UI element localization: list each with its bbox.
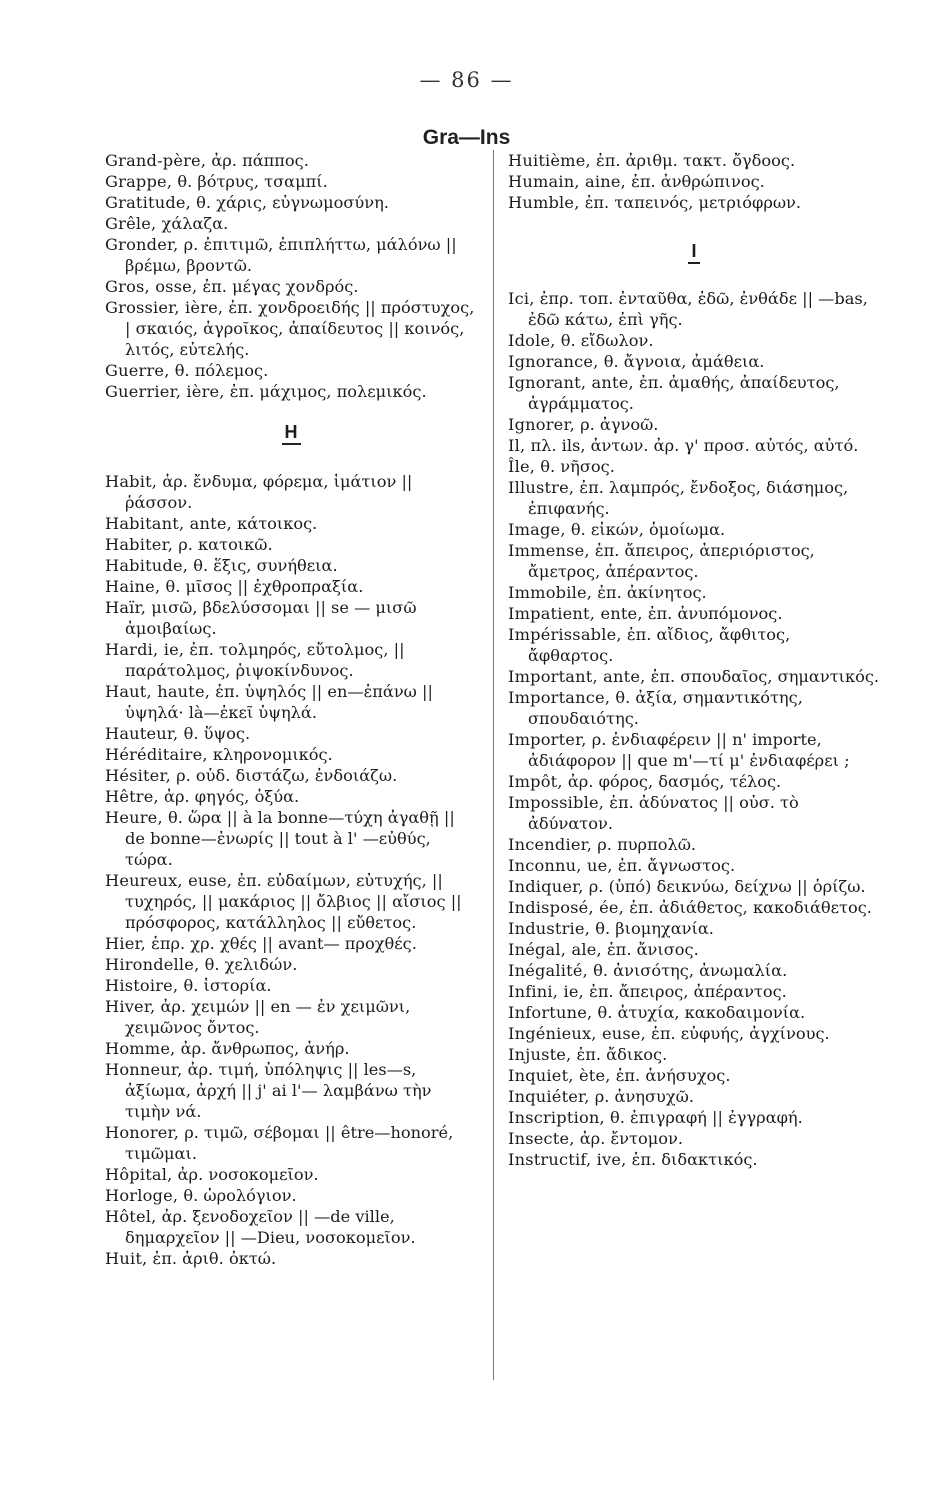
- entry-translation: ἀρ. ἄνθρωπος, ἀνήρ.: [175, 1039, 350, 1058]
- entry-headword: Inquiéter,: [508, 1087, 590, 1106]
- entry-translation: ἐπ. ἄπειρος, ἀπέραντος.: [583, 982, 787, 1001]
- dictionary-entry: [105, 171, 477, 192]
- entry-headword: Heureux, euse,: [105, 871, 233, 890]
- entry-translation: θ. χάρις, εὐγνωμοσύνη.: [191, 193, 389, 212]
- entry-translation: θ. βιομηχανία.: [590, 919, 714, 938]
- entry-translation: ρ. (ὑπό) δεικνύω, δείχνω || ὁρίζω.: [583, 877, 866, 896]
- dictionary-entry: [105, 870, 477, 933]
- dictionary-entry: [508, 456, 880, 477]
- entry-headword: Grappe,: [105, 172, 173, 191]
- entry-translation: ἐπ. αἴδιος, ἄφθιτος, ἄφθαρτος.: [528, 625, 791, 665]
- entry-translation: ἀρ. φηγός, ὀξύα.: [158, 787, 300, 806]
- entry-translation: ρ. κατοικῶ.: [173, 535, 273, 554]
- entry-headword: Guerre,: [105, 361, 170, 380]
- dictionary-entry: [105, 534, 477, 555]
- entry-headword: Haut, haute,: [105, 682, 211, 701]
- dictionary-entry: [105, 471, 477, 513]
- entry-translation: ἐπρ. χρ. χθές || avant— προχθές.: [145, 934, 417, 953]
- dictionary-entry: [508, 687, 880, 729]
- dictionary-entry: [105, 1206, 477, 1248]
- entry-translation: ἐπ. μάχιμος, πολεμικός.: [224, 382, 427, 401]
- dictionary-entry: [508, 897, 880, 918]
- dictionary-entry: [105, 933, 477, 954]
- dictionary-entry: [508, 876, 880, 897]
- entry-headword: Honorer,: [105, 1123, 180, 1142]
- entry-headword: Importer,: [508, 730, 587, 749]
- entry-translation: ἀρ. φόρος, δασμός, τέλος.: [562, 772, 782, 791]
- section-letter-h: [105, 422, 477, 445]
- dictionary-entry: [105, 513, 477, 534]
- entry-headword: Hésiter,: [105, 766, 171, 785]
- entry-translation: ἐπ. ἀκίνητος.: [592, 583, 707, 602]
- dictionary-entry: [508, 1065, 880, 1086]
- entry-translation: θ. ἀνισότης, ἀνωμαλία.: [588, 961, 788, 980]
- entry-translation: ρ. οὐδ. διστάζω, ἐνδοιάζω.: [170, 766, 398, 785]
- dictionary-entry: [105, 597, 477, 639]
- entry-headword: Industrie,: [508, 919, 591, 938]
- entry-translation: ἐπ. ἀριθ. ὀκτώ.: [147, 1249, 277, 1268]
- entry-translation: ἐπ. χονδροειδής || πρόστυχος, | σκαιός, ἀγροῖκος, ἀπαίδευτος || κοινός, λιτός, εὐτελής.: [125, 298, 475, 359]
- dictionary-entry: [508, 288, 880, 330]
- entry-headword: Habitude,: [105, 556, 189, 575]
- dictionary-entry: [508, 171, 880, 192]
- dictionary-entry: [508, 1107, 880, 1128]
- entry-headword: Il,: [508, 436, 526, 455]
- entry-translation: πλ. ils, ἀντων. ἀρ. γ' προσ. αὐτός, αὐτό.: [525, 436, 859, 455]
- entry-headword: Hêtre,: [105, 787, 159, 806]
- dictionary-entry: [508, 1002, 880, 1023]
- section-letter-h-text: H: [282, 422, 301, 445]
- entry-headword: Impatient, ente,: [508, 604, 643, 623]
- entry-headword: Infini, ie,: [508, 982, 584, 1001]
- entry-translation: ἐπ. ἀνυπόμονος.: [642, 604, 783, 623]
- dictionary-entry: [105, 807, 477, 870]
- dictionary-entry: [508, 729, 880, 771]
- dictionary-entry: [105, 276, 477, 297]
- dictionary-entry: [105, 954, 477, 975]
- entry-headword: Habiter,: [105, 535, 174, 554]
- dictionary-entry: [508, 519, 880, 540]
- dictionary-entry: [508, 939, 880, 960]
- dictionary-entry: [508, 540, 880, 582]
- dictionary-entry: [508, 150, 880, 171]
- entry-translation: ἐπ. ἀμαθής, ἀπαίδευτος, ἀγράμματος.: [528, 373, 840, 413]
- entry-headword: Gratitude,: [105, 193, 192, 212]
- entry-translation: ἀρ. ἔνδυμα, φόρεμα, ἱμάτιον || ῥάσσον.: [125, 472, 413, 512]
- dictionary-entry: [105, 1038, 477, 1059]
- dictionary-entry: [105, 1122, 477, 1164]
- entry-translation: ρ. ἀγνοῶ.: [574, 415, 659, 434]
- entry-headword: Hirondelle,: [105, 955, 200, 974]
- entry-headword: Hôpital,: [105, 1165, 173, 1184]
- entry-headword: Humain, aine,: [508, 172, 627, 191]
- dictionary-entry: [508, 603, 880, 624]
- entries-i: [508, 288, 880, 1170]
- dictionary-entry: [105, 996, 477, 1038]
- entry-translation: θ. ὕψος.: [178, 724, 251, 743]
- entry-translation: κάτοικος.: [232, 514, 318, 533]
- entry-translation: θ. ὡρολόγιον.: [178, 1186, 297, 1205]
- entry-headword: Île,: [508, 457, 536, 476]
- entry-headword: Immense,: [508, 541, 590, 560]
- entry-headword: Hiver,: [105, 997, 156, 1016]
- entry-headword: Indisposé, ée,: [508, 898, 625, 917]
- entry-translation: ἀρ. ἔντομον.: [574, 1129, 683, 1148]
- dictionary-entry: [508, 1149, 880, 1170]
- entry-translation: θ. ὥρα || à la bonne—τύχη ἀγαθῇ || de bonne—ἐνωρίς || tout à l' —εὐθύς, τώρα.: [125, 808, 455, 869]
- entry-translation: μισῶ, βδελύσσομαι || se — μισῶ ἀμοιβαίως.: [125, 598, 417, 638]
- dictionary-entry: [105, 213, 477, 234]
- entry-headword: Infortune,: [508, 1003, 593, 1022]
- entry-translation: ἐπ. εὐφυής, ἀγχίνους.: [646, 1024, 830, 1043]
- entry-translation: θ. ἄγνοια, ἀμάθεια.: [598, 352, 765, 371]
- entry-translation: ἐπ. μέγας χονδρός.: [197, 277, 359, 296]
- dictionary-entry: [508, 918, 880, 939]
- dictionary-entry: [508, 372, 880, 414]
- entry-translation: θ. βότρυς, τσαμπί.: [172, 172, 328, 191]
- entry-translation: ἐπ. λαμπρός, ἔνδοξος, διάσημος, ἐπιφανής.: [528, 478, 849, 518]
- entry-headword: Histoire,: [105, 976, 179, 995]
- entry-translation: ἐπ. ἄδικος.: [571, 1045, 668, 1064]
- entry-headword: Habit,: [105, 472, 158, 491]
- entry-headword: Impôt,: [508, 772, 563, 791]
- entry-headword: Insecte,: [508, 1129, 575, 1148]
- entry-headword: Ignorant, ante,: [508, 373, 634, 392]
- entry-headword: Gronder,: [105, 235, 179, 254]
- entry-headword: Guerrier, ière,: [105, 382, 225, 401]
- entry-headword: Honneur,: [105, 1060, 183, 1079]
- entry-headword: Grêle,: [105, 214, 157, 233]
- dictionary-entry: [105, 786, 477, 807]
- entry-headword: Huit,: [105, 1249, 148, 1268]
- entry-translation: ἐπ. ἄγνωστος.: [612, 856, 736, 875]
- dictionary-entry: [508, 624, 880, 666]
- entry-headword: Impossible,: [508, 793, 605, 812]
- entry-translation: θ. ἀξία, σημαντικότης, σπουδαιότης.: [528, 688, 803, 728]
- entry-headword: Hier,: [105, 934, 146, 953]
- entry-headword: Habitant, ante,: [105, 514, 232, 533]
- entry-headword: Humble,: [508, 193, 580, 212]
- dictionary-entry: [105, 192, 477, 213]
- entry-headword: Ignorance,: [508, 352, 599, 371]
- entry-headword: Inconnu, ue,: [508, 856, 613, 875]
- entry-headword: Inquiet, ète,: [508, 1066, 611, 1085]
- entry-headword: Inscription,: [508, 1108, 605, 1127]
- entry-translation: θ. ἐπιγραφή || ἐγγραφή.: [604, 1108, 803, 1127]
- entry-translation: κληρονομικός.: [207, 745, 333, 764]
- page-number: — 86 —: [419, 68, 514, 92]
- dictionary-entry: [105, 234, 477, 276]
- entry-headword: Ignorer,: [508, 415, 575, 434]
- dictionary-entry: [105, 765, 477, 786]
- dictionary-entry: [105, 744, 477, 765]
- dictionary-entry: [508, 771, 880, 792]
- entry-translation: θ. ἱστορία.: [178, 976, 272, 995]
- dictionary-entry: [508, 582, 880, 603]
- entry-translation: ἐπ. διδακτικός.: [626, 1150, 758, 1169]
- dictionary-entry: [105, 639, 477, 681]
- entry-headword: Inégal, ale,: [508, 940, 602, 959]
- entry-headword: Immobile,: [508, 583, 593, 602]
- entry-translation: ἀρ. τιμή, ὑπόληψις || les—s, ἀξίωμα, ἀρχή || j' ai l'— λαμβάνω τὴν τιμὴν νά.: [125, 1060, 432, 1121]
- dictionary-entry: [105, 1185, 477, 1206]
- entry-headword: Idole,: [508, 331, 556, 350]
- dictionary-entry: [508, 477, 880, 519]
- section-letter-i: [508, 241, 880, 264]
- entry-headword: Ici,: [508, 289, 535, 308]
- entries-g: [105, 150, 477, 402]
- dictionary-entry: [105, 576, 477, 597]
- entry-translation: ἐπ. ἀνήσυχος.: [610, 1066, 731, 1085]
- dictionary-entry: [508, 1086, 880, 1107]
- entry-translation: θ. νῆσος.: [535, 457, 615, 476]
- entry-translation: ἐπ. ἀδιάθετος, κακοδιάθετος.: [624, 898, 872, 917]
- entry-translation: θ. χελιδών.: [199, 955, 298, 974]
- entry-headword: Importance,: [508, 688, 611, 707]
- dictionary-entry: [105, 1164, 477, 1185]
- dictionary-entry: [105, 555, 477, 576]
- dictionary-entry: [508, 960, 880, 981]
- entry-translation: ἐπ. τολμηρός, εὔτολμος, || παράτολμος, ῥιψοκίνδυνος.: [125, 640, 405, 680]
- dictionary-entry: [508, 414, 880, 435]
- entry-translation: ἀρ. νοσοκομεῖον.: [172, 1165, 319, 1184]
- section-letter-i-text: I: [688, 241, 699, 264]
- dictionary-entry: [105, 723, 477, 744]
- entry-translation: θ. ἀτυχία, κακοδαιμονία.: [592, 1003, 806, 1022]
- dictionary-entry: [105, 1248, 477, 1269]
- dictionary-entry: [508, 435, 880, 456]
- page-range-header: Gra—Ins: [422, 126, 511, 149]
- entry-translation: θ. πόλεμος.: [169, 361, 269, 380]
- entry-translation: ρ. ἐνδιαφέρειν || n' importe, ἀδιάφορον || que m'—τί μ' ἐνδιαφέρει ;: [528, 730, 850, 770]
- entry-headword: Important, ante,: [508, 667, 646, 686]
- entry-translation: ἐπ. ἀνθρώπινος.: [626, 172, 765, 191]
- dictionary-entry: [508, 1128, 880, 1149]
- entry-headword: Homme,: [105, 1039, 176, 1058]
- dictionary-entry: [508, 981, 880, 1002]
- dictionary-entry: [105, 297, 477, 360]
- dictionary-entry: [105, 681, 477, 723]
- entry-headword: Image,: [508, 520, 566, 539]
- entry-headword: Heure,: [105, 808, 163, 827]
- entry-translation: ἀρ. χειμών || en — ἐν χειμῶνι, χειμῶνος ὄντος.: [125, 997, 411, 1037]
- column-divider: [493, 150, 494, 1380]
- entry-translation: ἐπ. εὐδαίμων, εὐτυχής, || τυχηρός, || μακάριος || ὄλβιος || αἴσιος || πρόσφορος, κατάλληλος || εὔθετος.: [125, 871, 462, 932]
- dictionary-entry: [105, 381, 477, 402]
- entry-headword: Ingénieux, euse,: [508, 1024, 647, 1043]
- dictionary-entry: [508, 330, 880, 351]
- entry-translation: ρ. ἀνησυχῶ.: [589, 1087, 695, 1106]
- entry-translation: ἐπ. ἀδύνατος || οὐσ. τὸ ἀδύνατον.: [528, 793, 799, 833]
- entry-headword: Grand-père,: [105, 151, 207, 170]
- entry-headword: Instructif, ive,: [508, 1150, 627, 1169]
- dictionary-entry: [508, 834, 880, 855]
- entry-headword: Horloge,: [105, 1186, 179, 1205]
- dictionary-entry: [508, 1023, 880, 1044]
- entry-translation: ρ. ἐπιτιμῶ, ἐπιπλήττω, μάλόνω || βρέμω, βροντῶ.: [125, 235, 457, 275]
- dictionary-entry: [105, 150, 477, 171]
- dictionary-entry: [105, 1059, 477, 1122]
- entry-translation: ἐπ. ταπεινός, μετριόφρων.: [579, 193, 802, 212]
- entry-translation: ἀρ. ξενοδοχεῖον || —de ville, δημαρχεῖον || —Dieu, νοσοκομεῖον.: [125, 1207, 416, 1247]
- entries-h-end: [508, 150, 880, 213]
- left-column: [105, 150, 477, 1269]
- dictionary-entry: [105, 975, 477, 996]
- entry-translation: θ. εἰκών, ὁμοίωμα.: [565, 520, 726, 539]
- right-column: [508, 150, 880, 1170]
- entry-headword: Illustre,: [508, 478, 575, 497]
- entry-translation: ἐπ. ἄπειρος, ἀπεριόριστος, ἄμετρος, ἀπέραντος.: [528, 541, 815, 581]
- dictionary-entry: [508, 351, 880, 372]
- entry-translation: ἐπρ. τοπ. ἐνταῦθα, ἐδῶ, ἐνθάδε || —bas, ἐδῶ κάτω, ἐπὶ γῆς.: [528, 289, 868, 329]
- entry-translation: ἐπ. σπουδαῖος, σημαντικός.: [645, 667, 880, 686]
- entry-headword: Gros, osse,: [105, 277, 198, 296]
- dictionary-entry: [105, 360, 477, 381]
- entry-translation: ρ. τιμῶ, σέβομαι || être—honoré, τιμῶμαι.: [125, 1123, 454, 1163]
- entry-translation: ἐπ. ὑψηλός || en—ἐπάνω || ὑψηλά· là—ἐκεῖ ὑψηλά.: [125, 682, 433, 722]
- entry-headword: Huitième,: [508, 151, 591, 170]
- entry-headword: Incendier,: [508, 835, 593, 854]
- entry-headword: Haïr,: [105, 598, 147, 617]
- entry-headword: Héréditaire,: [105, 745, 208, 764]
- dictionary-entry: [508, 192, 880, 213]
- entry-translation: ἐπ. ἀριθμ. τακτ. ὄγδοος.: [590, 151, 796, 170]
- dictionary-entry: [508, 855, 880, 876]
- entry-headword: Hauteur,: [105, 724, 179, 743]
- dictionary-entry: [508, 792, 880, 834]
- dictionary-entry: [508, 1044, 880, 1065]
- entry-translation: ἐπ. ἄνισος.: [601, 940, 699, 959]
- entry-translation: θ. εἴδωλον.: [555, 331, 654, 350]
- entry-headword: Inégalité,: [508, 961, 588, 980]
- entry-headword: Indiquer,: [508, 877, 584, 896]
- entry-headword: Impérissable,: [508, 625, 622, 644]
- entry-translation: ρ. πυρπολῶ.: [592, 835, 697, 854]
- dictionary-entry: [508, 666, 880, 687]
- entry-translation: ἀρ. πάππος.: [206, 151, 309, 170]
- entry-headword: Hôtel,: [105, 1207, 157, 1226]
- entry-headword: Injuste,: [508, 1045, 572, 1064]
- entry-headword: Hardi, ie,: [105, 640, 185, 659]
- entry-translation: χάλαζα.: [156, 214, 229, 233]
- entry-translation: θ. ἕξις, συνήθεια.: [188, 556, 338, 575]
- entry-headword: Grossier, ière,: [105, 298, 224, 317]
- entry-headword: Haine,: [105, 577, 161, 596]
- entries-h: [105, 471, 477, 1269]
- entry-translation: θ. μῖσος || ἐχθροπραξία.: [160, 577, 364, 596]
